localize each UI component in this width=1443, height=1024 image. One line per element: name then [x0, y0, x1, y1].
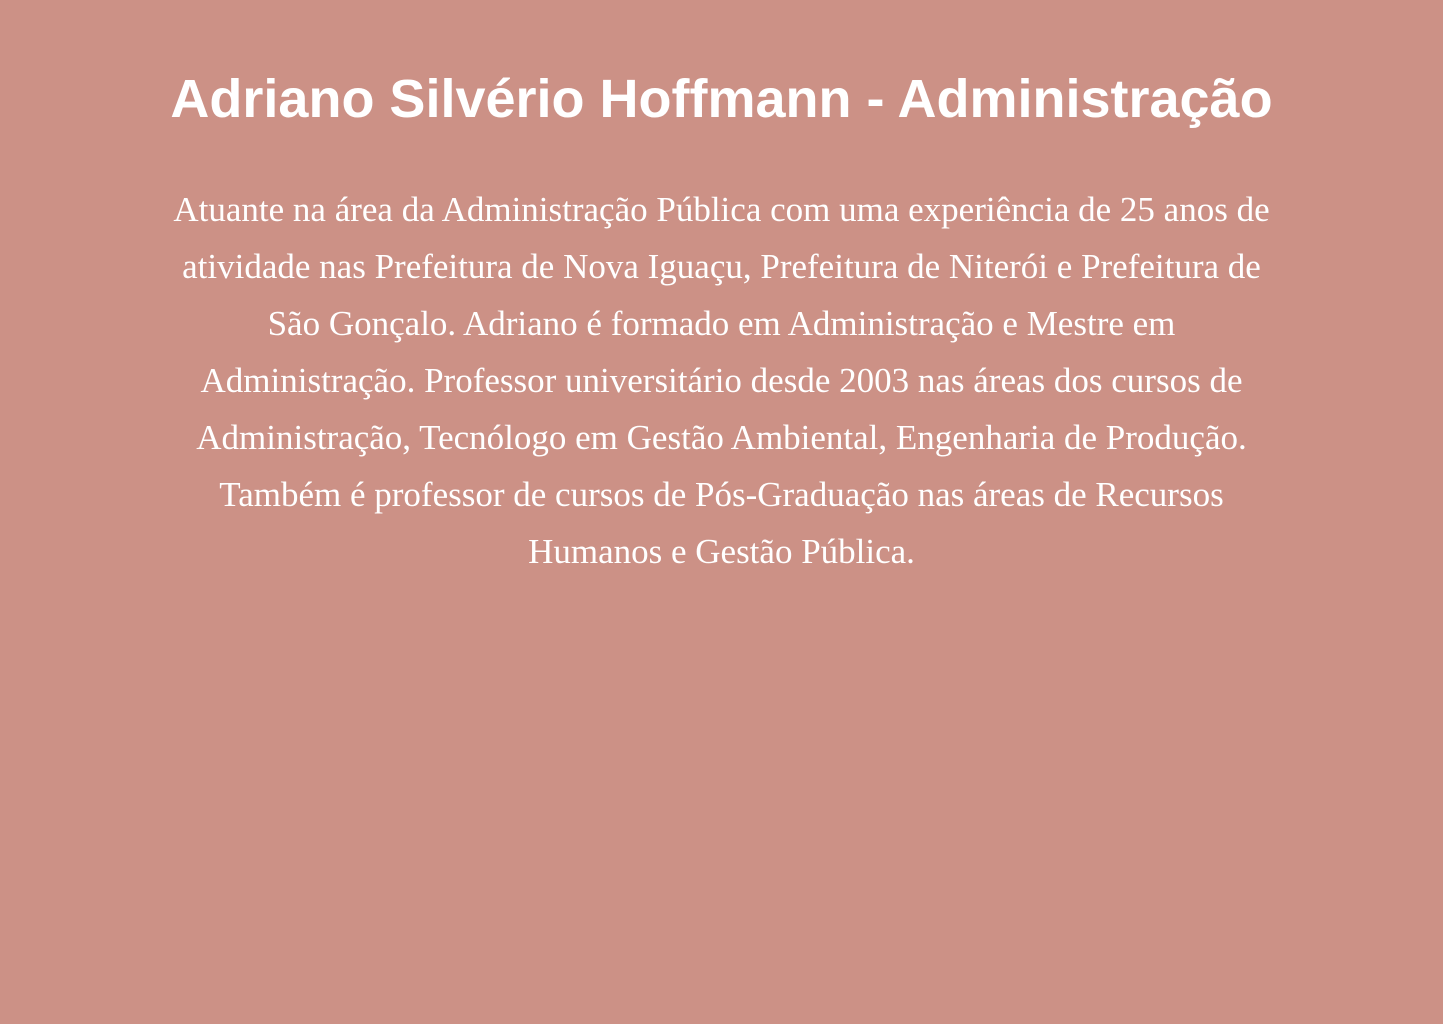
- bio-line: Administração, Tecnólogo em Gestão Ambiental, Engenharia de Produção.: [196, 418, 1247, 458]
- bio-line: atividade nas Prefeitura de Nova Iguaçu, Prefeitura de Niterói e Prefeitura de: [182, 247, 1261, 287]
- bio-line: Atuante na área da Administração Pública com uma experiência de 25 anos de: [173, 190, 1270, 230]
- bio-line: São Gonçalo. Adriano é formado em Administração e Mestre em: [267, 304, 1176, 344]
- bio-paragraph: [17, 181, 1427, 580]
- bio-line: Também é professor de cursos de Pós-Graduação nas áreas de Recursos: [219, 475, 1224, 515]
- bio-line: Humanos e Gestão Pública.: [528, 532, 915, 572]
- page-title: Adriano Silvério Hoffmann - Administração: [170, 69, 1273, 129]
- bio-line: Administração. Professor universitário desde 2003 nas áreas dos cursos de: [200, 361, 1243, 401]
